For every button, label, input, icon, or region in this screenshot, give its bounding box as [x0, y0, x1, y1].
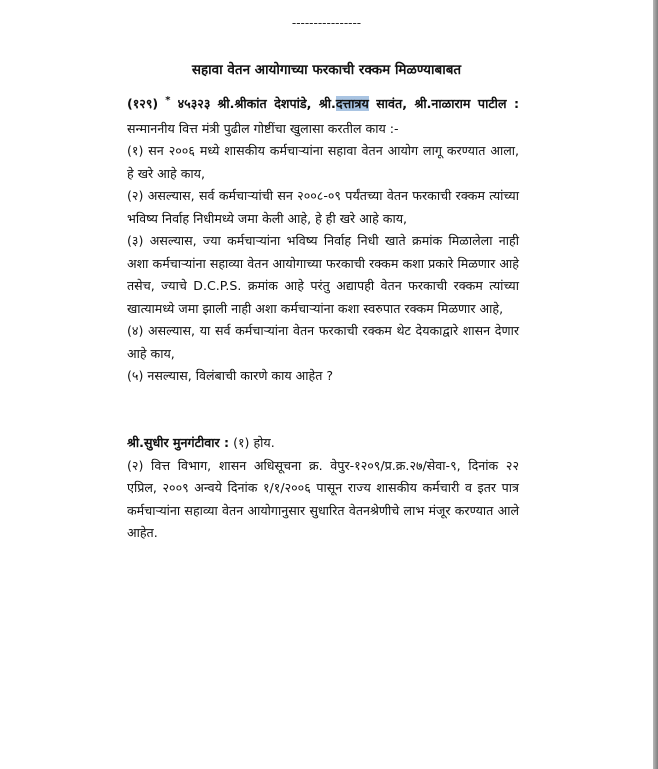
- question-item-1: (१) सन २००६ मध्ये शासकीय कर्मचाऱ्यांना सहावा वेतन आयोग लागू करण्यात आला, हे खरे आहे काय,: [127, 143, 519, 181]
- members-names-1: श्री.श्रीकांत देशपांडे, श्री.: [217, 96, 336, 111]
- question-item-5: (५) नसल्यास, विलंबाची कारणे काय आहेत ?: [127, 368, 334, 383]
- question-reference: ४५३२३: [177, 96, 211, 111]
- answer-header: [127, 432, 519, 455]
- question-block: [127, 93, 519, 388]
- question-header: [127, 93, 519, 140]
- page-edge-shadow: [653, 0, 658, 769]
- members-names-2: सावंत, श्री.नाळाराम पाटील :: [368, 96, 520, 111]
- page-title: सहावा वेतन आयोगाच्या फरकाची रक्कम मिळण्याबाबत: [191, 62, 462, 78]
- members-names-highlight[interactable]: दत्तात्रय: [335, 96, 369, 111]
- answer-first: (१) होय.: [229, 435, 275, 450]
- starred-mark: *: [165, 95, 171, 106]
- minister-name: श्री.सुधीर मुनगंटीवार :: [127, 435, 230, 450]
- question-intro: सन्माननीय वित्त मंत्री पुढील गोष्टींचा खुलासा करतील काय :-: [127, 120, 399, 136]
- separator-line: ----------------: [291, 16, 362, 30]
- question-number: (१२९): [127, 96, 159, 111]
- answer-item-2: (२) वित्त विभाग, शासन अधिसूचना क्र. वेपुर-१२०९/प्र.क्र.२७/सेवा-९, दिनांक २२ एप्रिल, २००९ अन्वये दिनांक १/१/२००६ पासून राज्य शासकीय कर्मचारी व इतर पात्र कर्मचाऱ्यांना सहाव्या वेतन आयोगानुसार सुधारित वेतनश्रेणीचे लाभ मंजूर करण्यात आले आहेत.: [127, 457, 519, 540]
- question-item-3: (३) असल्यास, ज्या कर्मचाऱ्यांना भविष्य निर्वाह निधी खाते क्रमांक मिळालेला नाही अशा कर्मचाऱ्यांना सहाव्या वेतन आयोगाच्या फरकाची रक्कम कशा प्रकारे मिळणार आहे तसेच, ज्याचे D.C.P.S. क्रमांक आहे परंतु अद्यापही वेतन फरकाची रक्कम त्यांच्या खात्यामध्ये जमा झाली नाही अशा कर्मचाऱ्यांना कशा स्वरुपात रक्कम मिळणार आहे,: [127, 233, 519, 316]
- question-item-4: (४) असल्यास, या सर्व कर्मचाऱ्यांना वेतन फरकाची रक्कम थेट देयकाद्वारे शासन देणार आहे काय,: [127, 323, 519, 361]
- question-item-2: (२) असल्यास, सर्व कर्मचाऱ्यांची सन २००८-०९ पर्यंतच्या वेतन फरकाची रक्कम त्यांच्या भविष्य निर्वाह निधीमध्ये जमा केली आहे, हे ही खरे आहे काय,: [127, 188, 519, 226]
- answer-block: [127, 432, 519, 545]
